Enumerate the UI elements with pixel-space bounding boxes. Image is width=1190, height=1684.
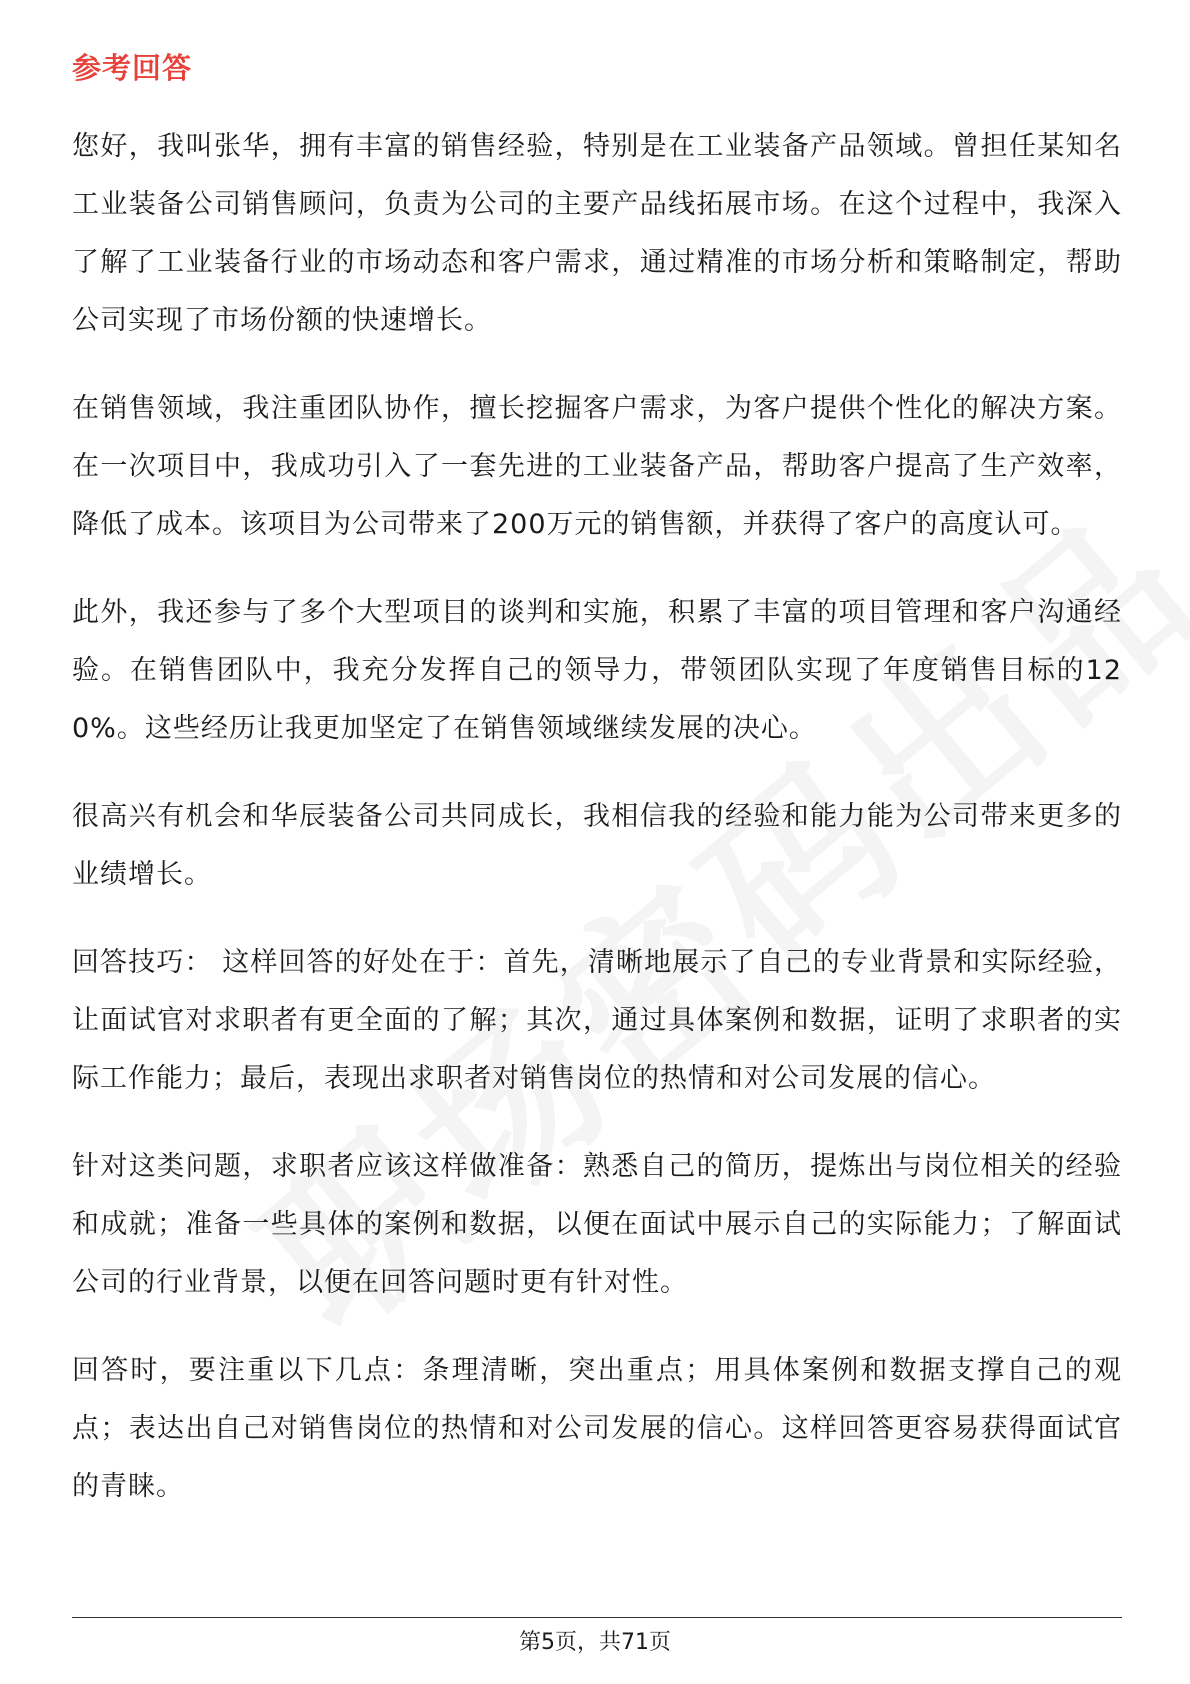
page-number: 第5页，共71页 — [519, 1630, 671, 1655]
paragraph-key-points: 回答时，要注重以下几点：条理清晰，突出重点；用具体案例和数据支撑自己的观点；表达出自己对销售岗位的热情和对公司发展的信心。这样回答更容易获得面试官的青睐。 — [72, 1355, 1122, 1502]
paragraph-preparation: 针对这类问题，求职者应该这样做准备：熟悉自己的简历，提炼出与岗位相关的经验和成就；准备一些具体的案例和数据，以便在面试中展示自己的实际能力；了解面试公司的行业背景，以便在回答问题时更有针对性。 — [72, 1151, 1122, 1298]
answer-body — [72, 118, 1122, 1546]
paragraph-tips: 回答技巧： 这样回答的好处在于：首先，清晰地展示了自己的专业背景和实际经验，让面试官对求职者有更全面的了解；其次，通过具体案例和数据，证明了求职者的实际工作能力；最后，表现出求职者对销售岗位的热情和对公司发展的信心。 — [72, 947, 1122, 1094]
footer-divider — [72, 1617, 1122, 1618]
paragraph-teamwork: 在销售领域，我注重团队协作，擅长挖掘客户需求，为客户提供个性化的解决方案。在一次项目中，我成功引入了一套先进的工业装备产品，帮助客户提高了生产效率，降低了成本。该项目为公司带来了200万元的销售额，并获得了客户的高度认可。 — [72, 393, 1122, 540]
paragraph-projects: 此外，我还参与了多个大型项目的谈判和实施，积累了丰富的项目管理和客户沟通经验。在销售团队中，我充分发挥自己的领导力，带领团队实现了年度销售目标的120%。这些经历让我更加坚定了在销售领域继续发展的决心。 — [72, 597, 1122, 744]
paragraph-closing: 很高兴有机会和华辰装备公司共同成长，我相信我的经验和能力能为公司带来更多的业绩增长。 — [72, 801, 1122, 890]
paragraph-intro: 您好，我叫张华，拥有丰富的销售经验，特别是在工业装备产品领域。曾担任某知名工业装备公司销售顾问，负责为公司的主要产品线拓展市场。在这个过程中，我深入了解了工业装备行业的市场动态和客户需求，通过精准的市场分析和策略制定，帮助公司实现了市场份额的快速增长。 — [72, 131, 1122, 336]
section-heading: 参考回答 — [72, 51, 193, 85]
